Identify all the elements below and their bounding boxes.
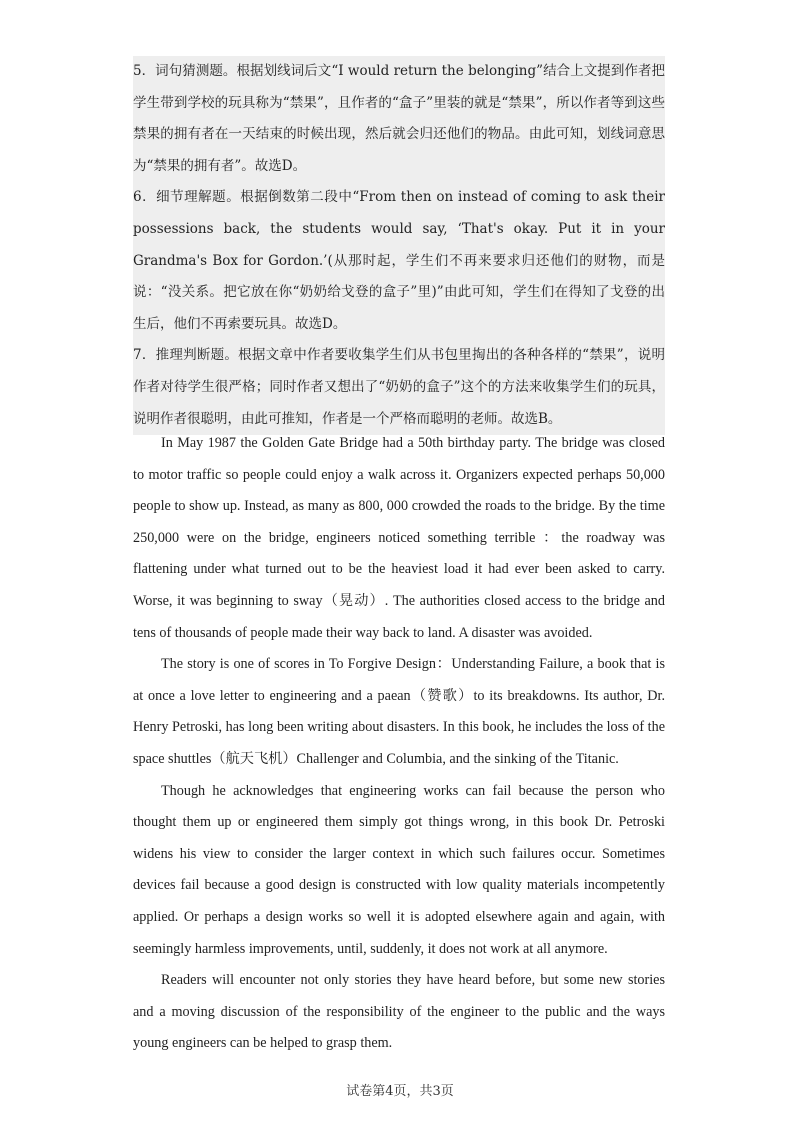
answer-explanations [133,56,665,435]
answer-explanation-5: 5．词句猜测题。根据划线词后文“I would return the belonging”结合上文提到作者把学生带到学校的玩具称为“禁果”，且作者的“盒子”里装的就是“禁果”，所以作者等到这些禁果的拥有者在一天结束的时候出现，然后就会归还他们的物品。由此可知，划线词意思为“禁果的拥有者”。故选D。 [133,63,665,174]
passage-paragraph-2: The story is one of scores in To Forgive Design：Understanding Failure, a book that is at once a love letter to engineering and a paean（赞歌）to its breakdowns. Its author, Dr. Henry Petroski, has long been writing about disasters. In this book, he includes the loss of the space shuttles（航天飞机）Challenger and Columbia, and the sinking of the Titanic. [133,656,665,767]
passage-paragraph-3: Though he acknowledges that engineering works can fail because the person who thought them up or engineered them simply got things wrong, in this book Dr. Petroski widens his view to consider the larger context in which such failures occur. Sometimes devices fail because a good design is constructed with low quality materials incompetently applied. Or perhaps a design works so well it is adopted elsewhere again and again, with seemingly harmless improvements, until, suddenly, it does not work at all anymore. [133,782,665,957]
reading-passage [133,428,665,1060]
passage-paragraph-1: In May 1987 the Golden Gate Bridge had a 50th birthday party. The bridge was closed to motor traffic so people could enjoy a walk across it. Organizers expected perhaps 50,000 people to show up. Instead, as many as 800, 000 crowded the roads to the bridge. By the time 250,000 were on the bridge, engineers noticed something terrible ：the roadway was flattening under what turned out to be the heaviest load it had ever been asked to carry. Worse, it was beginning to sway（晃动）. The authorities closed access to the bridge and tens of thousands of people made their way back to land. A disaster was avoided. [133,435,665,641]
page-footer: 试卷第4页，共3页 [346,1084,454,1099]
answer-explanation-6: 6．细节理解题。根据倒数第二段中“From then on instead of coming to ask their possessions back, the students would say, ‘That's okay. Put it in your Grandma's Box for Gordon.’(从那时起，学生们不再来要求归还他们的财物，而是说：“没关系。把它放在你“奶奶给戈登的盒子”里)”由此可知，学生们在得知了戈登的出生后，他们不再索要玩具。故选D。 [133,189,665,332]
answer-explanation-7: 7．推理判断题。根据文章中作者要收集学生们从书包里掏出的各种各样的“禁果”，说明作者对待学生很严格；同时作者又想出了“奶奶的盒子”这个的方法来收集学生们的玩具，说明作者很聪明，由此可推知，作者是一个严格而聪明的老师。故选B。 [133,347,665,427]
passage-paragraph-4: Readers will encounter not only stories they have heard before, but some new stories and a moving discussion of the responsibility of the engineer to the public and the ways young engineers can be helped to grasp them. [133,972,665,1052]
